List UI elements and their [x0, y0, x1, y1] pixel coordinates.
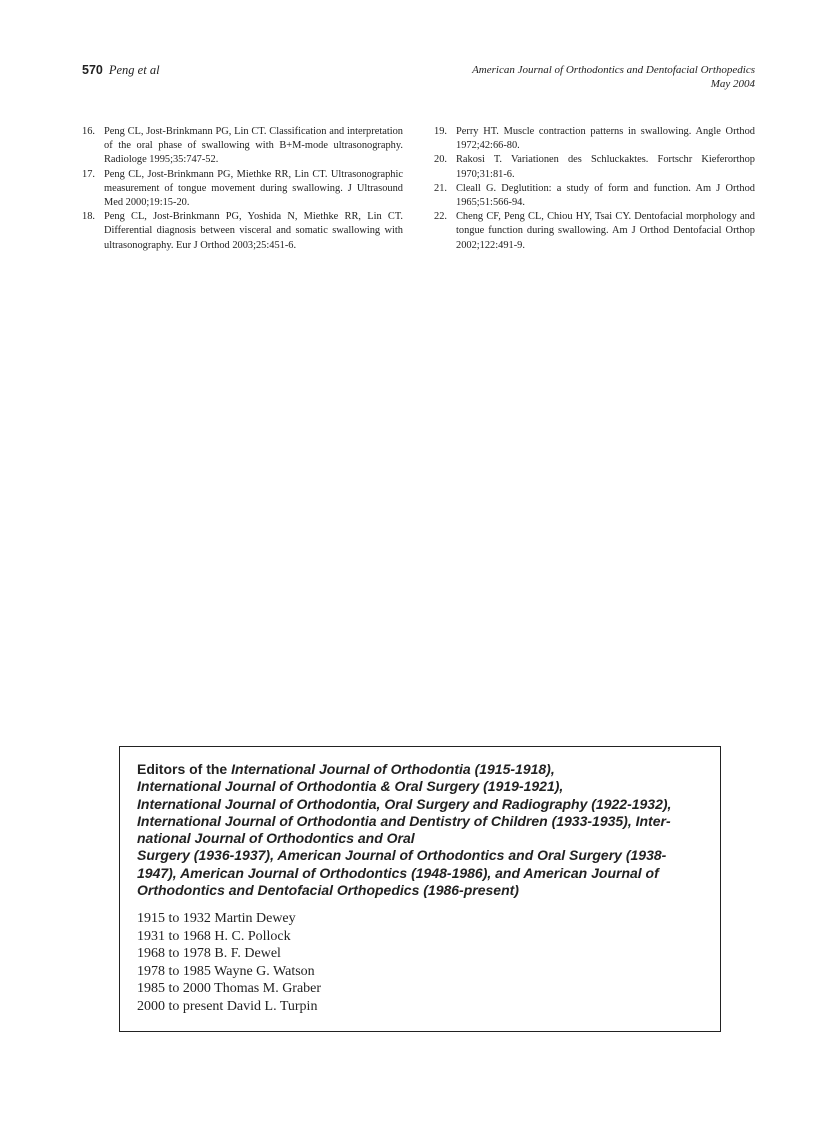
- references-right-column: [434, 125, 755, 253]
- heading-line-text: national Journal of Orthodontics and Oral: [137, 830, 415, 847]
- reference-text: Perry HT. Muscle contraction patterns in swallowing. Angle Orthod 1972;42:66-80.: [456, 126, 755, 152]
- reference-number: 20.: [434, 154, 447, 166]
- heading-line-text: Orthodontics and Dentofacial Orthopedics (1986-present): [137, 882, 519, 899]
- reference-item: [434, 182, 755, 210]
- reference-item: [434, 153, 755, 181]
- reference-number: 17.: [82, 168, 95, 180]
- editor-entry: 1985 to 2000 Thomas M. Graber: [137, 981, 322, 996]
- editors-box: [119, 746, 721, 1032]
- reference-text: Rakosi T. Variationen des Schluckaktes. Fortschr Kieferorthop 1970;31:81-6.: [456, 154, 755, 180]
- editor-entry: 2000 to present David L. Turpin: [137, 998, 318, 1014]
- issue-date: May 2004: [710, 78, 755, 90]
- heading-line: [137, 847, 707, 864]
- reference-item: [434, 210, 755, 253]
- reference-number: 22.: [434, 211, 447, 223]
- heading-line: [137, 882, 707, 899]
- editor-entry: 1978 to 1985 Wayne G. Watson: [137, 963, 315, 979]
- running-authors: Peng et al: [108, 63, 160, 77]
- heading-line-text: 1947), American Journal of Orthodontics (1948-1986), and American Journal of: [137, 864, 659, 881]
- editor-entry: 1915 to 1932 Martin Dewey: [137, 911, 296, 926]
- heading-line-text: International Journal of Orthodontia and Dentistry of Children (1933-1935), Inter-: [137, 812, 671, 829]
- reference-text: Cleall G. Deglutition: a study of form and function. Am J Orthod 1965;51:566-94.: [456, 182, 755, 209]
- reference-text: Peng CL, Jost-Brinkmann PG, Lin CT. Classification and interpretation of the oral phase of swallowing with B+M-mode ultrasonography. Radiologe 1995;35:747-52.: [104, 126, 403, 166]
- reference-number: 18.: [82, 211, 95, 223]
- running-header-left: [82, 63, 160, 78]
- heading-line: [137, 778, 707, 795]
- heading-line-text: International Journal of Orthodontia, Oral Surgery and Radiography (1922-1932),: [137, 795, 672, 812]
- heading-line: [137, 761, 707, 778]
- editor-entry: 1931 to 1968 H. C. Pollock: [137, 928, 291, 944]
- heading-line-text: Surgery (1936-1937), American Journal of Orthodontics and Oral Surgery (1938-: [137, 847, 667, 864]
- journal-title: American Journal of Orthodontics and Dentofacial Orthopedics: [472, 64, 755, 76]
- reference-text: Cheng CF, Peng CL, Chiou HY, Tsai CY. Dentofacial morphology and tongue function during swallowing. Am J Orthod Dentofacial Orthop 2002;122:491-9.: [456, 211, 755, 251]
- reference-item: [434, 125, 755, 153]
- editors-list: [137, 910, 321, 1015]
- heading-line-text: International Journal of Orthodontia & Oral Surgery (1919-1921),: [137, 778, 564, 795]
- page-number: 570: [82, 63, 103, 77]
- reference-item: [82, 168, 403, 211]
- reference-item: [82, 210, 403, 253]
- reference-number: 19.: [434, 126, 447, 137]
- reference-number: 16.: [82, 126, 95, 137]
- heading-line: [137, 796, 707, 813]
- reference-text: Peng CL, Jost-Brinkmann PG, Miethke RR, Lin CT. Ultrasonographic measurement of tongue movement during swallowing. J Ultrasound Med 2000;19:15-20.: [104, 168, 403, 209]
- reference-text: Peng CL, Jost-Brinkmann PG, Yoshida N, Miethke RR, Lin CT. Differential diagnosis between visceral and somatic swallowing with ultrasonography. Eur J Orthod 2003;25:451-6.: [104, 211, 403, 251]
- reference-item: [82, 125, 403, 168]
- heading-line: [137, 865, 707, 882]
- heading-line: [137, 813, 707, 830]
- editor-entry: 1968 to 1978 B. F. Dewel: [137, 946, 281, 961]
- reference-number: 21.: [434, 182, 447, 194]
- heading-line-text: International Journal of Orthodontia (1915-1918),: [231, 761, 555, 777]
- running-header-right: [472, 63, 755, 91]
- editors-heading: [137, 761, 707, 899]
- heading-line: [137, 830, 707, 847]
- references-left-column: [82, 125, 403, 253]
- heading-prefix: Editors of the: [137, 761, 232, 777]
